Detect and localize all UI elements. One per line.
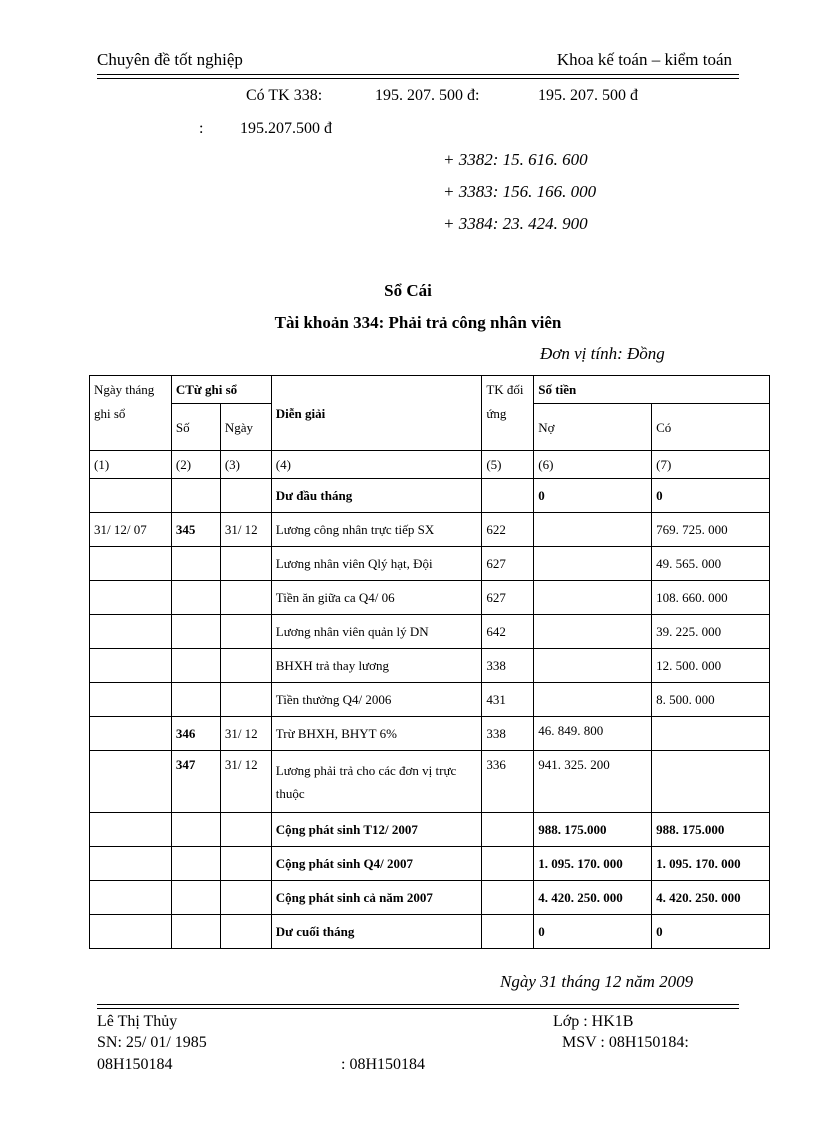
table-row bbox=[90, 915, 770, 949]
row-description: Tiền ăn giữa ca Q4/ 06 bbox=[271, 581, 482, 615]
col-number: (5) bbox=[482, 451, 534, 479]
row-date bbox=[90, 615, 172, 649]
intro-credit-amount-2: 195. 207. 500 đ bbox=[538, 87, 638, 104]
table-row bbox=[90, 581, 770, 615]
row-voucher-day bbox=[220, 581, 271, 615]
row-debit: 4. 420. 250. 000 bbox=[534, 881, 652, 915]
row-voucher-no bbox=[171, 547, 220, 581]
row-voucher-day bbox=[220, 547, 271, 581]
header-credit: Có bbox=[652, 404, 770, 451]
ledger-subtitle: Tài khoản 334: Phải trả công nhân viên bbox=[274, 313, 562, 332]
row-voucher-day bbox=[220, 915, 271, 949]
header-contra-account: TK đối ứng bbox=[482, 376, 534, 451]
col-number: (1) bbox=[90, 451, 172, 479]
col-number: (7) bbox=[652, 451, 770, 479]
row-credit: 49. 565. 000 bbox=[652, 547, 770, 581]
col-number: (4) bbox=[271, 451, 482, 479]
row-description: Cộng phát sinh T12/ 2007 bbox=[271, 813, 482, 847]
footer-student-name: Lê Thị Thủy bbox=[97, 1013, 178, 1030]
row-voucher-day bbox=[220, 615, 271, 649]
row-contra-account bbox=[482, 813, 534, 847]
row-contra-account bbox=[482, 881, 534, 915]
footer-class: Lớp : HK1B bbox=[553, 1013, 634, 1030]
row-debit: 0 bbox=[534, 479, 652, 513]
row-date bbox=[90, 683, 172, 717]
row-credit: 12. 500. 000 bbox=[652, 649, 770, 683]
row-contra-account bbox=[482, 915, 534, 949]
sub-account-3382: + 3382: 15. 616. 600 bbox=[443, 150, 588, 169]
table-row bbox=[90, 847, 770, 881]
row-description: Lương công nhân trực tiếp SX bbox=[271, 513, 482, 547]
row-date bbox=[90, 751, 172, 813]
row-voucher-day: 31/ 12 bbox=[220, 717, 271, 751]
table-row bbox=[90, 683, 770, 717]
row-contra-account: 642 bbox=[482, 615, 534, 649]
header-voucher-no: Số bbox=[171, 404, 220, 451]
row-voucher-day: 31/ 12 bbox=[220, 751, 271, 813]
row-contra-account: 338 bbox=[482, 649, 534, 683]
row-credit: 988. 175.000 bbox=[652, 813, 770, 847]
row-description: Lương nhân viên Qlý hạt, Đội bbox=[271, 547, 482, 581]
row-voucher-day: 31/ 12 bbox=[220, 513, 271, 547]
header-amount: Số tiền bbox=[534, 376, 770, 404]
ledger-table bbox=[89, 375, 770, 949]
row-credit: 0 bbox=[652, 915, 770, 949]
row-debit: 1. 095. 170. 000 bbox=[534, 847, 652, 881]
row-date bbox=[90, 649, 172, 683]
header-left: Chuyên đề tốt nghiệp bbox=[97, 50, 243, 69]
row-date bbox=[90, 881, 172, 915]
row-debit bbox=[534, 581, 652, 615]
row-date bbox=[90, 915, 172, 949]
row-contra-account: 431 bbox=[482, 683, 534, 717]
table-row bbox=[90, 717, 770, 751]
header-rule-1 bbox=[97, 74, 739, 75]
row-credit: 1. 095. 170. 000 bbox=[652, 847, 770, 881]
row-voucher-no bbox=[171, 881, 220, 915]
row-credit: 8. 500. 000 bbox=[652, 683, 770, 717]
row-description: Dư đầu tháng bbox=[271, 479, 482, 513]
row-description: Lương phải trả cho các đơn vị trực thuộc bbox=[271, 751, 482, 813]
row-voucher-no bbox=[171, 683, 220, 717]
sub-account-3384: + 3384: 23. 424. 900 bbox=[443, 214, 588, 233]
row-contra-account: 627 bbox=[482, 581, 534, 615]
row-date bbox=[90, 717, 172, 751]
table-row bbox=[90, 513, 770, 547]
row-description: Dư cuối tháng bbox=[271, 915, 482, 949]
row-debit bbox=[534, 513, 652, 547]
row-voucher-day bbox=[220, 649, 271, 683]
row-debit: 988. 175.000 bbox=[534, 813, 652, 847]
row-contra-account: 338 bbox=[482, 717, 534, 751]
row-voucher-no bbox=[171, 915, 220, 949]
row-date bbox=[90, 813, 172, 847]
row-credit: 108. 660. 000 bbox=[652, 581, 770, 615]
footer-code-1: 08H150184 bbox=[97, 1056, 173, 1073]
row-description: Cộng phát sinh Q4/ 2007 bbox=[271, 847, 482, 881]
ledger-title: Sổ Cái bbox=[384, 281, 432, 300]
table-row bbox=[90, 813, 770, 847]
sub-account-3383: + 3383: 156. 166. 000 bbox=[443, 182, 597, 201]
row-voucher-no: 347 bbox=[171, 751, 220, 813]
row-date bbox=[90, 581, 172, 615]
intro-total-amount: 195.207.500 đ bbox=[240, 120, 332, 137]
footer-student-id: MSV : 08H150184: bbox=[562, 1034, 689, 1051]
table-row bbox=[90, 479, 770, 513]
table-row bbox=[90, 547, 770, 581]
row-voucher-no bbox=[171, 813, 220, 847]
header-voucher: CTừ ghi sổ bbox=[171, 376, 271, 404]
header-date: Ngày tháng ghi sổ bbox=[90, 376, 172, 451]
intro-credit-amount-1: 195. 207. 500 đ: bbox=[375, 87, 480, 104]
col-number: (3) bbox=[220, 451, 271, 479]
row-debit bbox=[534, 547, 652, 581]
row-voucher-no: 345 bbox=[171, 513, 220, 547]
row-credit: 4. 420. 250. 000 bbox=[652, 881, 770, 915]
table-row bbox=[90, 751, 770, 813]
table-row bbox=[90, 615, 770, 649]
col-number: (6) bbox=[534, 451, 652, 479]
row-contra-account: 622 bbox=[482, 513, 534, 547]
row-debit: 0 bbox=[534, 915, 652, 949]
header-right: Khoa kế toán – kiểm toán bbox=[556, 50, 732, 69]
row-debit bbox=[534, 649, 652, 683]
row-voucher-no bbox=[171, 581, 220, 615]
row-credit: 39. 225. 000 bbox=[652, 615, 770, 649]
row-date bbox=[90, 847, 172, 881]
table-row bbox=[90, 881, 770, 915]
signature-date: Ngày 31 tháng 12 năm 2009 bbox=[500, 972, 694, 991]
row-debit: 941. 325. 200 bbox=[534, 751, 652, 813]
header-debit: Nợ bbox=[534, 404, 652, 451]
row-description: Lương nhân viên quản lý DN bbox=[271, 615, 482, 649]
row-description: Trừ BHXH, BHYT 6% bbox=[271, 717, 482, 751]
row-voucher-day bbox=[220, 683, 271, 717]
row-debit: 46. 849. 800 bbox=[534, 717, 652, 751]
table-row bbox=[90, 649, 770, 683]
row-description: Cộng phát sinh cả năm 2007 bbox=[271, 881, 482, 915]
ledger-unit: Đơn vị tính: Đồng bbox=[540, 344, 665, 363]
row-date bbox=[90, 547, 172, 581]
row-credit: 0 bbox=[652, 479, 770, 513]
row-contra-account: 627 bbox=[482, 547, 534, 581]
row-voucher-no bbox=[171, 649, 220, 683]
row-voucher-day bbox=[220, 881, 271, 915]
row-contra-account bbox=[482, 479, 534, 513]
footer-rule-2 bbox=[97, 1008, 739, 1009]
intro-colon: : bbox=[199, 120, 204, 137]
ledger-body bbox=[90, 479, 770, 949]
row-description: Tiền thưởng Q4/ 2006 bbox=[271, 683, 482, 717]
row-voucher-no: 346 bbox=[171, 717, 220, 751]
header-description: Diễn giải bbox=[271, 376, 482, 451]
footer-rule-1 bbox=[97, 1004, 739, 1005]
row-voucher-day bbox=[220, 479, 271, 513]
col-number: (2) bbox=[171, 451, 220, 479]
header-voucher-day: Ngày bbox=[220, 404, 271, 451]
row-voucher-day bbox=[220, 813, 271, 847]
row-date bbox=[90, 479, 172, 513]
row-date: 31/ 12/ 07 bbox=[90, 513, 172, 547]
row-debit bbox=[534, 683, 652, 717]
header-rule-2 bbox=[97, 78, 739, 79]
footer-code-2: : 08H150184 bbox=[341, 1056, 425, 1073]
row-credit: 769. 725. 000 bbox=[652, 513, 770, 547]
row-credit bbox=[652, 717, 770, 751]
row-description: BHXH trả thay lương bbox=[271, 649, 482, 683]
row-voucher-no bbox=[171, 847, 220, 881]
intro-credit-label: Có TK 338: bbox=[246, 87, 323, 104]
footer-birth-date: SN: 25/ 01/ 1985 bbox=[97, 1034, 207, 1051]
row-credit bbox=[652, 751, 770, 813]
row-debit bbox=[534, 615, 652, 649]
row-voucher-day bbox=[220, 847, 271, 881]
row-voucher-no bbox=[171, 615, 220, 649]
row-voucher-no bbox=[171, 479, 220, 513]
row-contra-account bbox=[482, 847, 534, 881]
row-contra-account: 336 bbox=[482, 751, 534, 813]
